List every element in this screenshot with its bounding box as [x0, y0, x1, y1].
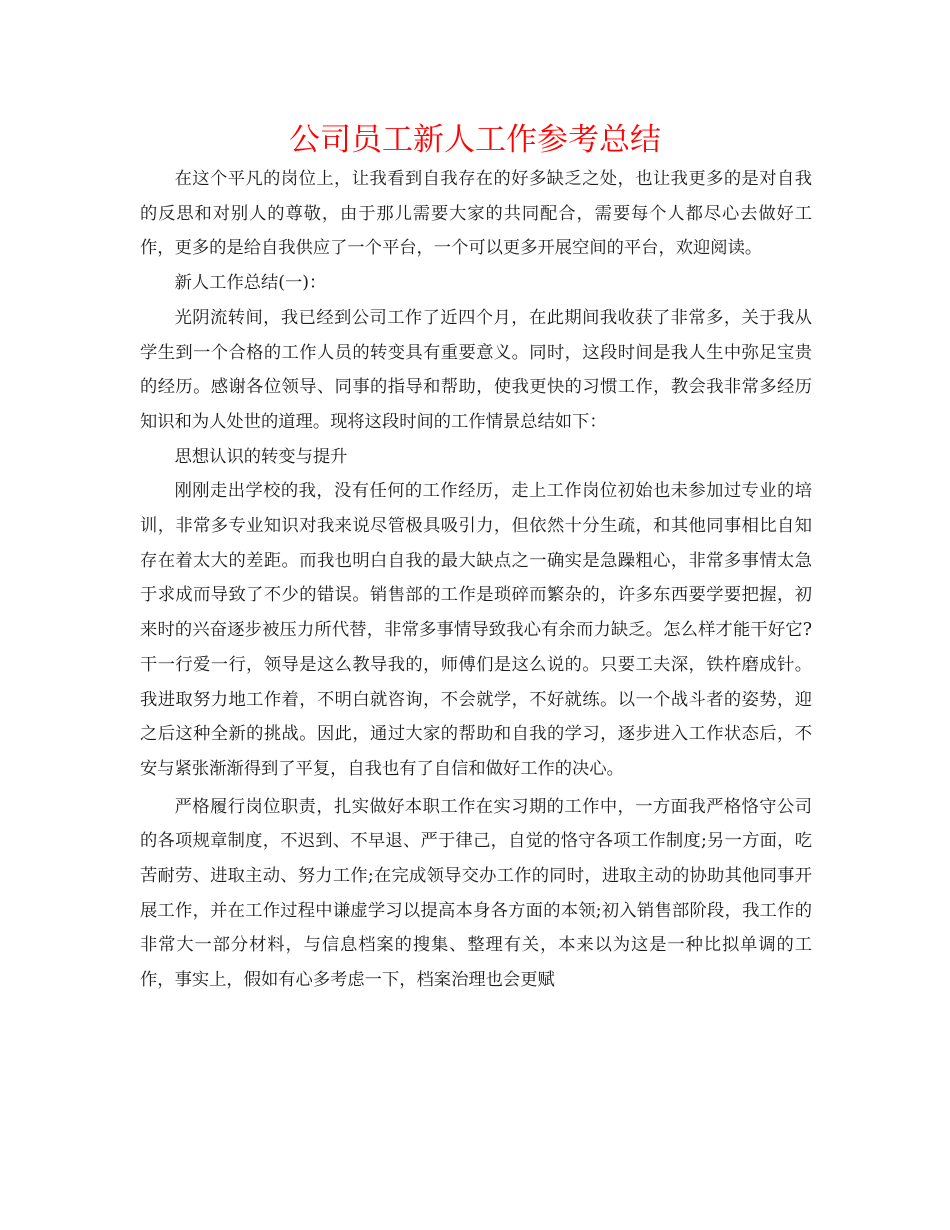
paragraph-subheading: 思想认识的转变与提升: [174, 446, 348, 467]
paragraph-body-2: 刚刚走出学校的我，没有任何的工作经历，走上工作岗位初始也未参加过专业的培训，非常多专业知识对我来说尽管极具吸引力，但依然十分生疏，和其他同事相比自知存在着太大的差距。而我也明白自我的最大缺点之一确实是急躁粗心，非常多事情太急于求成而导致了不少的错误。销售部的工作是琐碎而繁杂的，许多东西要学要把握，初来时的兴奋逐步被压力所代替，非常多事情导致我心有余而力缺乏。怎么样才能干好它?干一行爱一行，领导是这么教导我的，师傅们是这么说的。只要工夫深，铁杵磨成针。我进取努力地工作着，不明白就咨询，不会就学，不好就练。以一个战斗者的姿势，迎之后这种全新的挑战。因此，通过大家的帮助和自我的学习，逐步进入工作状态后，不安与紧张渐渐得到了平复，自我也有了自信和做好工作的决心。: [140, 481, 812, 779]
paragraph-intro: 在这个平凡的岗位上，让我看到自我存在的好多缺乏之处，也让我更多的是对自我的反思和对别人的尊敬，由于那儿需要大家的共同配合，需要每个人都尽心去做好工作，更多的是给自我供应了一个平台，一个可以更多开展空间的平台，欢迎阅读。: [140, 169, 812, 259]
document-body: [140, 162, 812, 998]
paragraph-body-3: 严格履行岗位职责，扎实做好本职工作在实习期的工作中，一方面我严格恪守公司的各项规章制度，不迟到、不早退、严于律己，自觉的恪守各项工作制度;另一方面，吃苦耐劳、进取主动、努力工作;在完成领导交办工作的同时，进取主动的协助其他同事开展工作，并在工作过程中谦虚学习以提高本身各方面的本领;初入销售部阶段，我工作的非常大一部分材料，与信息档案的搜集、整理有关，本来以为这是一种比拟单调的工作，事实上，假如有心多考虑一下，档案治理也会更赋: [140, 796, 812, 991]
document-title: 公司员工新人工作参考总结: [289, 122, 661, 158]
paragraph-section-heading-1: 新人工作总结(一)：: [174, 273, 327, 294]
paragraph-body-1: 光阴流转间，我已经到公司工作了近四个月，在此期间我收获了非常多，关于我从学生到一个合格的工作人员的转变具有重要意义。同时，这段时间是我人生中弥足宝贵的经历。感谢各位领导、同事的指导和帮助，使我更快的习惯工作，教会我非常多经历知识和为人处世的道理。现将这段时间的工作情景总结如下：: [140, 307, 812, 432]
